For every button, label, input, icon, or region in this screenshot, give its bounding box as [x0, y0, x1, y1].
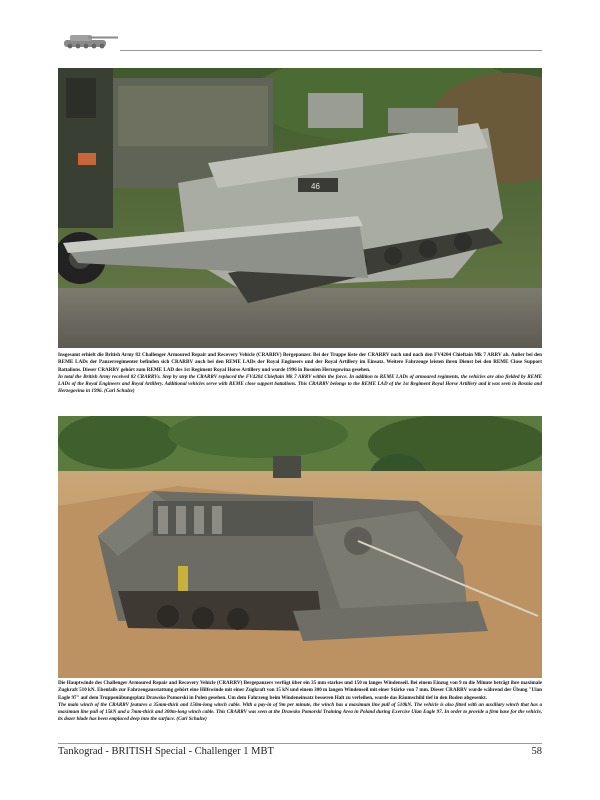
caption-english: In total the British Army received 82 CRARRVs. Step by step the CRARRV replaced the FV4204 Chieftain Mk 7 ARRV within the force. In addition to REME LADs of armoured regiments, the vehicles are also fielded by REME LADs of the Royal Engineers and Royal Artillery. Additional vehicles serve with REME close support battalions. This CRARRV belongs to the REME LAD of the 1st Regiment Royal Horse Artillery and it was seen in Bosnia and Herzegovina in 1996. (Carl Schulze)	[58, 373, 542, 395]
header-rule	[120, 50, 542, 51]
caption-german: Die Hauptwinde des Challenger Armoured Repair and Recovery Vehicle (CRARRV) Bergepanzers verfügt über ein 35 mm starkes und 150 m langes Windenseil. Bei einem Einzug von 9 m die Minute beträgt ihre maximale Zugkraft 510 kN. Ebenfalls zur Fahrzeugausstattung gehört eine Hilfswinde mit einer Zugkraft von 15 kN und einem 300 m langen Windenseil mit einer Stärke von 7 mm. Dieser CRARRV wurde während der Übung "Ulan Eagle 97" auf dem Truppenübungsplatz Drawsko Pomorski in Polen gesehen. Um dem Fahrzeug beim Windeneinsatz besseren Halt zu verleihen, wurde das Räumschild tief in den Boden abgesenkt.	[58, 680, 542, 701]
footer-title: Tankograd - BRITISH Special - Challenger 1 MBT	[58, 746, 274, 757]
caption-german: Insgesamt erhielt die British Army 82 Challenger Armoured Repair and Recovery Vehicle (CRARRV) Bergepanzer. Bei der Truppe löste der CRARRV nach und nach den FV4204 Chieftain Mk 7 ARRV ab. Außer bei den REME LADs der Panzerregimenter befinden sich CRARRV auch bei den REME LADs der Royal Engineers und der Royal Artillery im Einsatz. Weitere Fahrzeuge leisten ihren Dienst bei den REME Close Support Battalions. Dieser CRARRV gehört zum REME LAD des 1st Regiment Royal Horse Artillery und wurde 1996 in Bosnien Herzegowina gesehen.	[58, 352, 542, 373]
figure-bottom-caption	[58, 680, 542, 724]
footer-rule	[58, 743, 542, 744]
crarv-vehicle-photo	[58, 68, 542, 348]
figure-top-caption	[58, 352, 542, 396]
svg-text:46: 46	[311, 182, 320, 191]
tank-silhouette-icon	[58, 26, 120, 54]
crarv-winch-photo	[58, 416, 542, 678]
caption-english: The main winch of the CRARRV features a 35mm-thick and 150m-long winch cable. With a pay-in of 9m per minute, the winch has a maximum line pull of 510kN. The vehicle is also fitted with an auxiliary winch that has a maximum line pull of 15kN and a 7mm-thick and 300m-long winch cable. This CRARRV was seen at the Drawsko Pomorski Training Area in Poland during Exercise Ulan Eagle 97. In order to provide a firm base for the vehicle, its dozer blade has been emplaced deep into the surface. (Carl Schulze)	[58, 701, 542, 723]
page-number: 58	[531, 746, 542, 757]
